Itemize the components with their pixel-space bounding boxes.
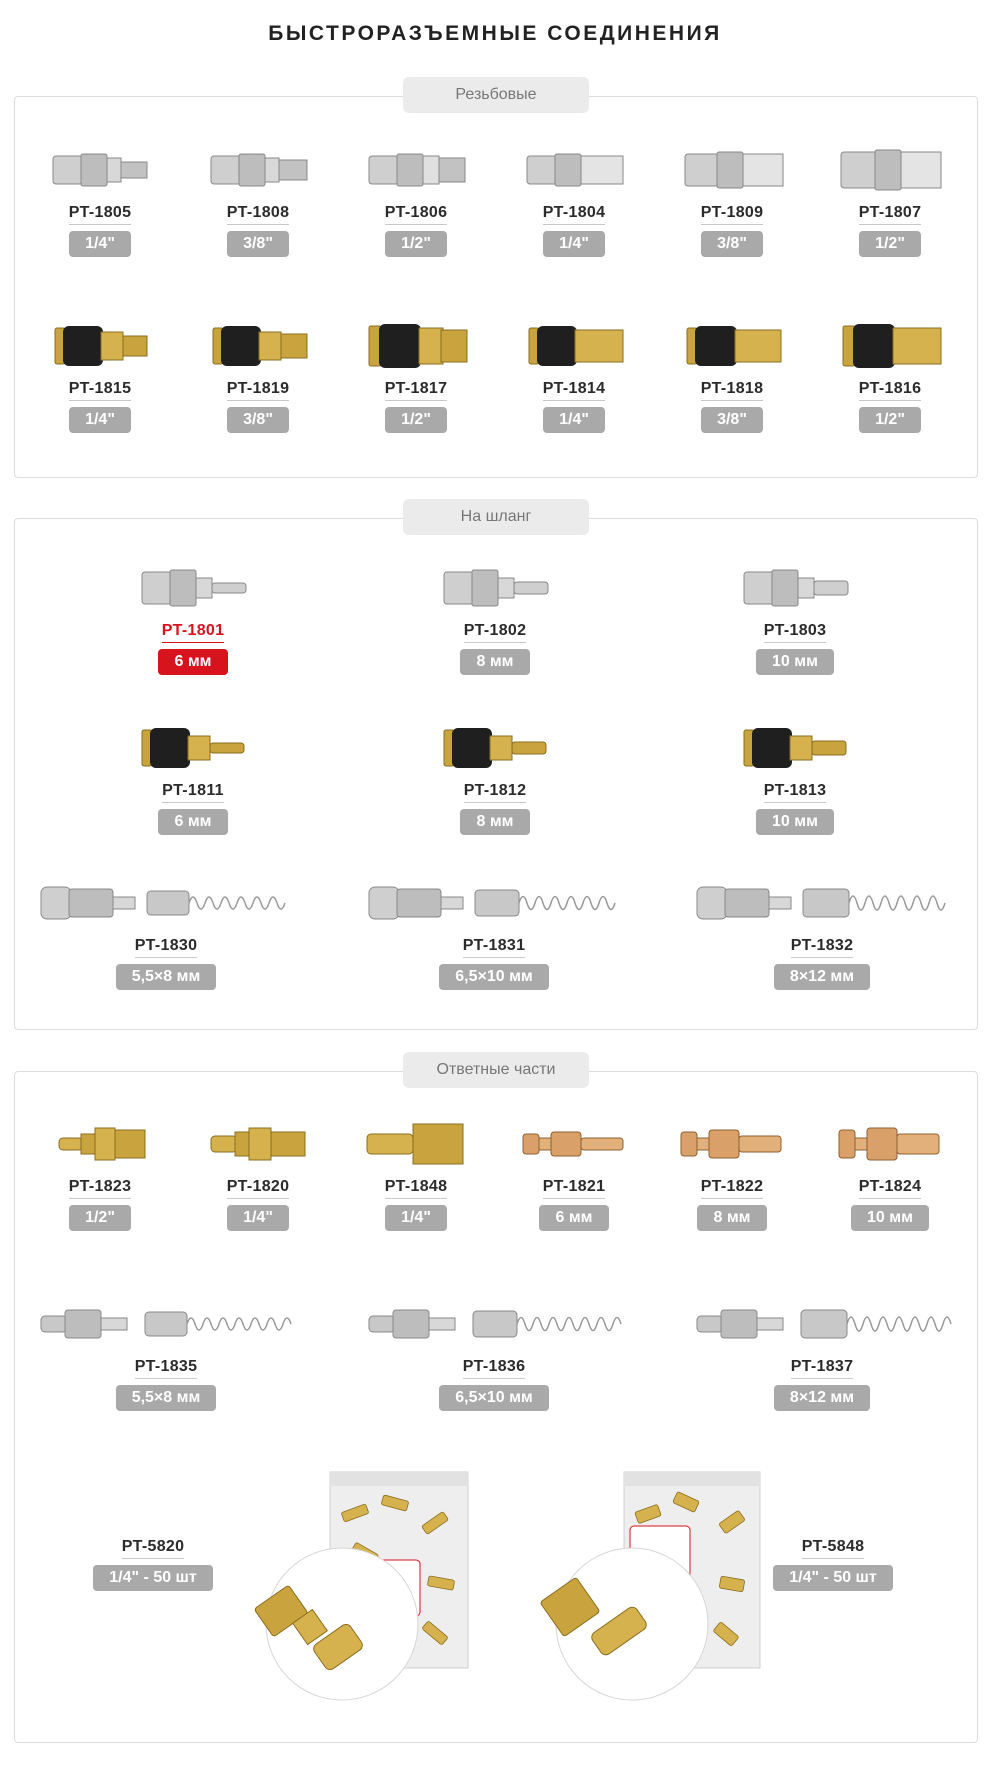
size-badge: 1/2": [859, 231, 921, 257]
product-code: PT-1807: [859, 204, 922, 225]
coupler-with-spring-icon: [363, 875, 625, 931]
product-card[interactable]: [118, 560, 268, 675]
product-card[interactable]: [670, 318, 794, 433]
product-code: PT-1824: [859, 1178, 922, 1199]
nipple-copper-hose-barb-icon: [519, 1116, 629, 1172]
size-badge: 1/4": [543, 231, 605, 257]
product-card[interactable]: [828, 142, 952, 257]
product-card[interactable]: [354, 142, 478, 257]
product-card[interactable]: [30, 1296, 302, 1411]
product-card[interactable]: [512, 1116, 636, 1231]
product-code-selected: PT-1801: [162, 622, 225, 643]
coupler-black-brass-female-thread-icon: [677, 318, 787, 374]
product-code: PT-1837: [791, 1358, 854, 1379]
product-code: PT-5820: [122, 1538, 185, 1559]
product-code: PT-1821: [543, 1178, 606, 1199]
product-code: PT-1817: [385, 380, 448, 401]
coupler-chrome-female-thread-icon: [519, 142, 629, 198]
nipple-copper-hose-barb-icon: [677, 1116, 787, 1172]
nipple-brass-male-thread-icon: [203, 1116, 313, 1172]
product-card[interactable]: [358, 875, 630, 990]
size-badge: 10 мм: [756, 649, 834, 675]
coupler-black-brass-male-thread-icon: [361, 318, 471, 374]
bulk-pack-card[interactable]: [88, 1538, 218, 1591]
size-badge: 8 мм: [460, 649, 529, 675]
product-code: PT-1808: [227, 204, 290, 225]
size-badge-selected: 6 мм: [158, 649, 227, 675]
bulk-pack-card[interactable]: [768, 1538, 898, 1591]
nipple-with-spring-icon: [363, 1296, 625, 1352]
product-code: PT-1831: [463, 937, 526, 958]
coupler-black-brass-male-thread-icon: [203, 318, 313, 374]
product-code: PT-1836: [463, 1358, 526, 1379]
size-badge: 8×12 мм: [774, 1385, 870, 1411]
coupler-black-brass-hose-barb-icon: [130, 720, 256, 776]
product-card[interactable]: [196, 1116, 320, 1231]
product-card[interactable]: [354, 1116, 478, 1231]
product-code: PT-1820: [227, 1178, 290, 1199]
size-badge: 6,5×10 мм: [439, 964, 549, 990]
page-title: БЫСТРОРАЗЪЕМНЫЕ СОЕДИНЕНИЯ: [268, 22, 722, 45]
coupler-chrome-hose-barb-icon: [130, 560, 256, 616]
product-card[interactable]: [828, 318, 952, 433]
coupler-chrome-female-thread-icon: [835, 142, 945, 198]
size-badge: 8 мм: [697, 1205, 766, 1231]
coupler-chrome-hose-barb-icon: [732, 560, 858, 616]
coupler-chrome-hose-barb-icon: [432, 560, 558, 616]
size-badge: 1/4": [227, 1205, 289, 1231]
nipple-copper-hose-barb-icon: [835, 1116, 945, 1172]
product-card[interactable]: [38, 142, 162, 257]
coupler-chrome-male-thread-icon: [361, 142, 471, 198]
product-card[interactable]: [720, 560, 870, 675]
product-card[interactable]: [670, 142, 794, 257]
product-code: PT-5848: [802, 1538, 865, 1559]
coupler-chrome-male-thread-icon: [203, 142, 313, 198]
product-card[interactable]: [38, 1116, 162, 1231]
size-badge: 10 мм: [756, 809, 834, 835]
product-card[interactable]: [512, 318, 636, 433]
size-badge: 1/4" - 50 шт: [773, 1565, 892, 1591]
product-card[interactable]: [828, 1116, 952, 1231]
size-badge: 1/2": [385, 407, 447, 433]
product-code: PT-1815: [69, 380, 132, 401]
size-badge: 1/4": [69, 407, 131, 433]
product-card[interactable]: [686, 1296, 958, 1411]
product-code: PT-1818: [701, 380, 764, 401]
product-code: PT-1830: [135, 937, 198, 958]
product-code: PT-1848: [385, 1178, 448, 1199]
size-badge: 1/4": [69, 231, 131, 257]
section-label-threaded: Резьбовые: [403, 77, 589, 113]
size-badge: 1/4": [543, 407, 605, 433]
product-code: PT-1802: [464, 622, 527, 643]
product-card[interactable]: [420, 720, 570, 835]
size-badge: 6,5×10 мм: [439, 1385, 549, 1411]
product-code: PT-1805: [69, 204, 132, 225]
product-card[interactable]: [420, 560, 570, 675]
product-card[interactable]: [30, 875, 302, 990]
nipple-with-spring-icon: [35, 1296, 297, 1352]
product-card[interactable]: [358, 1296, 630, 1411]
product-code: PT-1835: [135, 1358, 198, 1379]
product-code: PT-1813: [764, 782, 827, 803]
size-badge: 3/8": [227, 231, 289, 257]
section-label-hose: На шланг: [403, 499, 589, 535]
size-badge: 1/2": [69, 1205, 131, 1231]
coupler-black-brass-female-thread-icon: [835, 318, 945, 374]
product-code: PT-1814: [543, 380, 606, 401]
product-code: PT-1832: [791, 937, 854, 958]
size-badge: 10 мм: [851, 1205, 929, 1231]
product-card[interactable]: [38, 318, 162, 433]
coupler-with-spring-icon: [35, 875, 297, 931]
product-card[interactable]: [670, 1116, 794, 1231]
size-badge: 6 мм: [539, 1205, 608, 1231]
product-card[interactable]: [512, 142, 636, 257]
nipple-with-spring-icon: [691, 1296, 953, 1352]
product-card[interactable]: [196, 318, 320, 433]
coupler-black-brass-female-thread-icon: [519, 318, 629, 374]
coupler-with-spring-icon: [691, 875, 953, 931]
bulk-bag-brass-female-nipples-icon: [524, 1468, 764, 1702]
product-code: PT-1811: [162, 782, 224, 803]
product-card[interactable]: [686, 875, 958, 990]
coupler-chrome-male-thread-icon: [45, 142, 155, 198]
coupler-black-brass-hose-barb-icon: [432, 720, 558, 776]
product-card[interactable]: [118, 720, 268, 835]
nipple-brass-female-thread-icon: [361, 1116, 471, 1172]
size-badge: 3/8": [701, 231, 763, 257]
size-badge: 3/8": [701, 407, 763, 433]
bulk-bag-brass-nipples-icon: [232, 1468, 472, 1702]
coupler-black-brass-hose-barb-icon: [732, 720, 858, 776]
size-badge: 5,5×8 мм: [116, 964, 217, 990]
product-code: PT-1803: [764, 622, 827, 643]
product-code: PT-1819: [227, 380, 290, 401]
product-card[interactable]: [196, 142, 320, 257]
size-badge: 6 мм: [158, 809, 227, 835]
nipple-brass-male-thread-icon: [45, 1116, 155, 1172]
size-badge: 1/2": [859, 407, 921, 433]
size-badge: 3/8": [227, 407, 289, 433]
size-badge: 8×12 мм: [774, 964, 870, 990]
product-code: PT-1804: [543, 204, 606, 225]
section-label-mating: Ответные части: [403, 1052, 589, 1088]
product-code: PT-1822: [701, 1178, 764, 1199]
size-badge: 8 мм: [460, 809, 529, 835]
product-code: PT-1823: [69, 1178, 132, 1199]
product-card[interactable]: [354, 318, 478, 433]
coupler-chrome-female-thread-icon: [677, 142, 787, 198]
size-badge: 1/4": [385, 1205, 447, 1231]
size-badge: 1/4" - 50 шт: [93, 1565, 212, 1591]
coupler-black-brass-male-thread-icon: [45, 318, 155, 374]
product-code: PT-1812: [464, 782, 527, 803]
size-badge: 1/2": [385, 231, 447, 257]
size-badge: 5,5×8 мм: [116, 1385, 217, 1411]
product-code: PT-1806: [385, 204, 448, 225]
product-code: PT-1809: [701, 204, 764, 225]
product-code: PT-1816: [859, 380, 922, 401]
product-card[interactable]: [720, 720, 870, 835]
